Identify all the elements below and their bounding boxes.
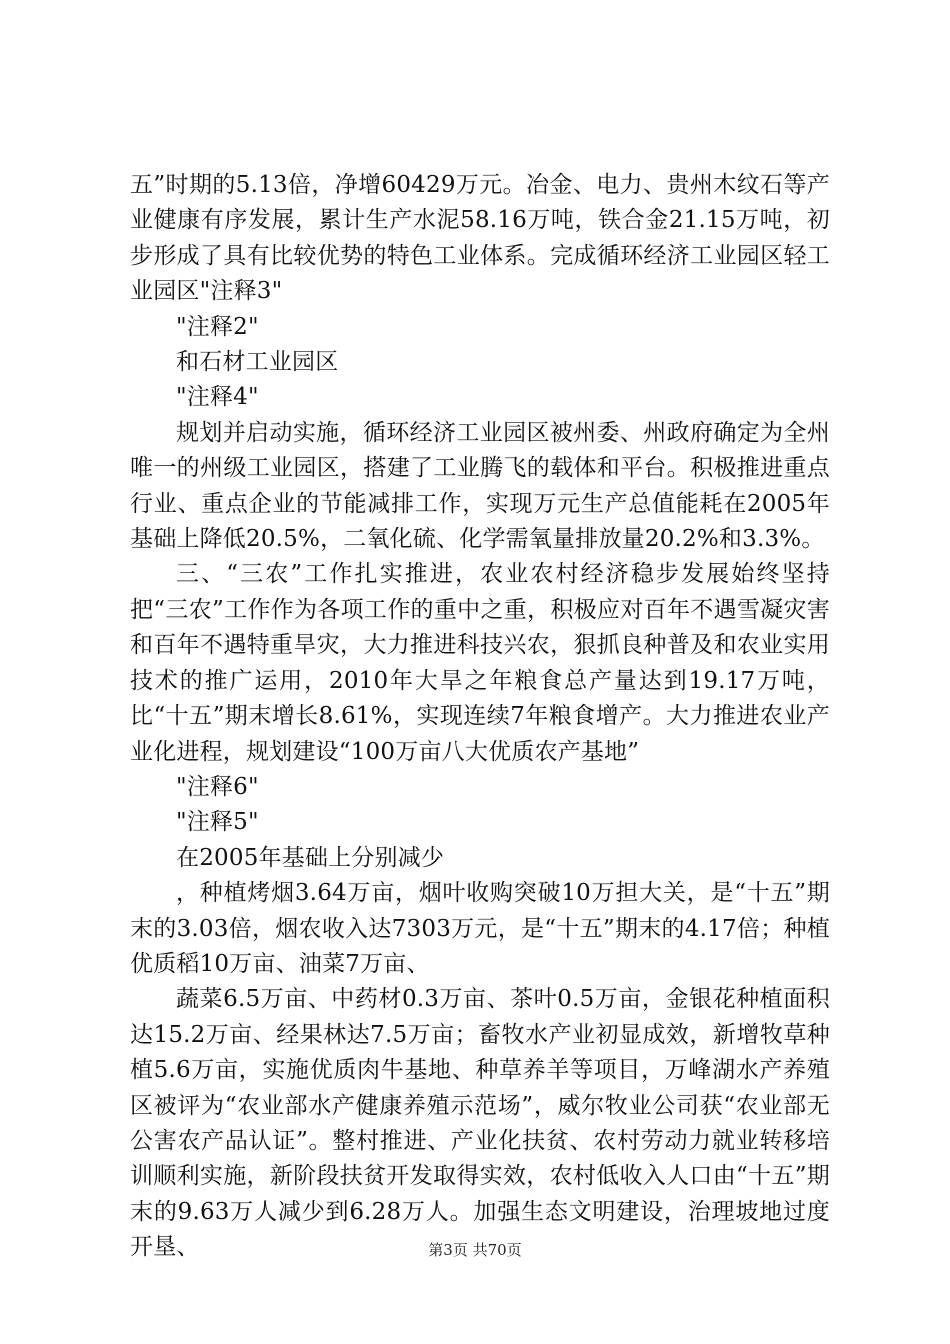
paragraph-8: "注释5" [176,809,259,836]
paragraph-2: "注释2" [176,313,259,340]
paragraph-11: 蔬菜6.5万亩、中药材0.3万亩、茶叶0.5万亩，金银花种植面积达15.2万亩、经果林达7.5万亩；畜牧水产业初显成效，新增牧草种植5.6万亩，实施优质肉牛基地、种草养羊等项目，万峰湖水产养殖区被评为“农业部水产健康养殖示范场”，威尔牧业公司获“农业部无公害农产品认证”。整村推进、产业化扶贫、农村劳动力就业转移培训顺利实施，新阶段扶贫开发取得实效，农村低收入人口由“十五”期末的9.63万人减少到6.28万人。加强生态文明建设，治理坡地过度开垦、 [130,986,830,1261]
paragraph-9: 在2005年基础上分别减少 [176,844,445,871]
paragraph-4: "注释4" [176,384,259,411]
paragraph-10: ，种植烤烟3.64万亩，烟叶收购突破10万担大关，是“十五”期末的3.03倍，烟农收入达7303万元，是“十五”期末的4.17倍；种植优质稻10万亩、油菜7万亩、 [130,880,830,977]
page-footer [0,1240,950,1260]
paragraph-5: 规划并启动实施，循环经济工业园区被州委、州政府确定为全州唯一的州级工业园区，搭建了工业腾飞的载体和平台。积极推进重点行业、重点企业的节能减排工作，实现万元生产总值能耗在2005年基础上降低20.5%，二氧化硫、化学需氧量排放量20.2%和3.3%。 [130,419,830,553]
paragraph-1: 五”时期的5.13倍，净增60429万元。冶金、电力、贵州木纹石等产业健康有序发展，累计生产水泥58.16万吨，铁合金21.15万吨，初步形成了具有比较优势的特色工业体系。完成循环经济工业园区轻工业园区"注释3" [130,172,830,305]
paragraph-3: 和石材工业园区 [176,349,339,376]
document-body [130,168,830,1266]
page-number: 第3页 共70页 [428,1241,522,1259]
paragraph-6: 三、“三农”工作扎实推进，农业农村经济稳步发展始终坚持把“三农”工作作为各项工作的重中之重，积极应对百年不遇雪凝灾害和百年不遇特重旱灾，大力推进科技兴农，狠抓良种普及和农业实用技术的推广运用，2010年大旱之年粮食总产量达到19.17万吨，比“十五”期末增长8.61%，实现连续7年粮食增产。大力推进农业产业化进程，规划建设“100万亩八大优质农产基地” [130,561,830,765]
paragraph-7: "注释6" [176,773,259,800]
